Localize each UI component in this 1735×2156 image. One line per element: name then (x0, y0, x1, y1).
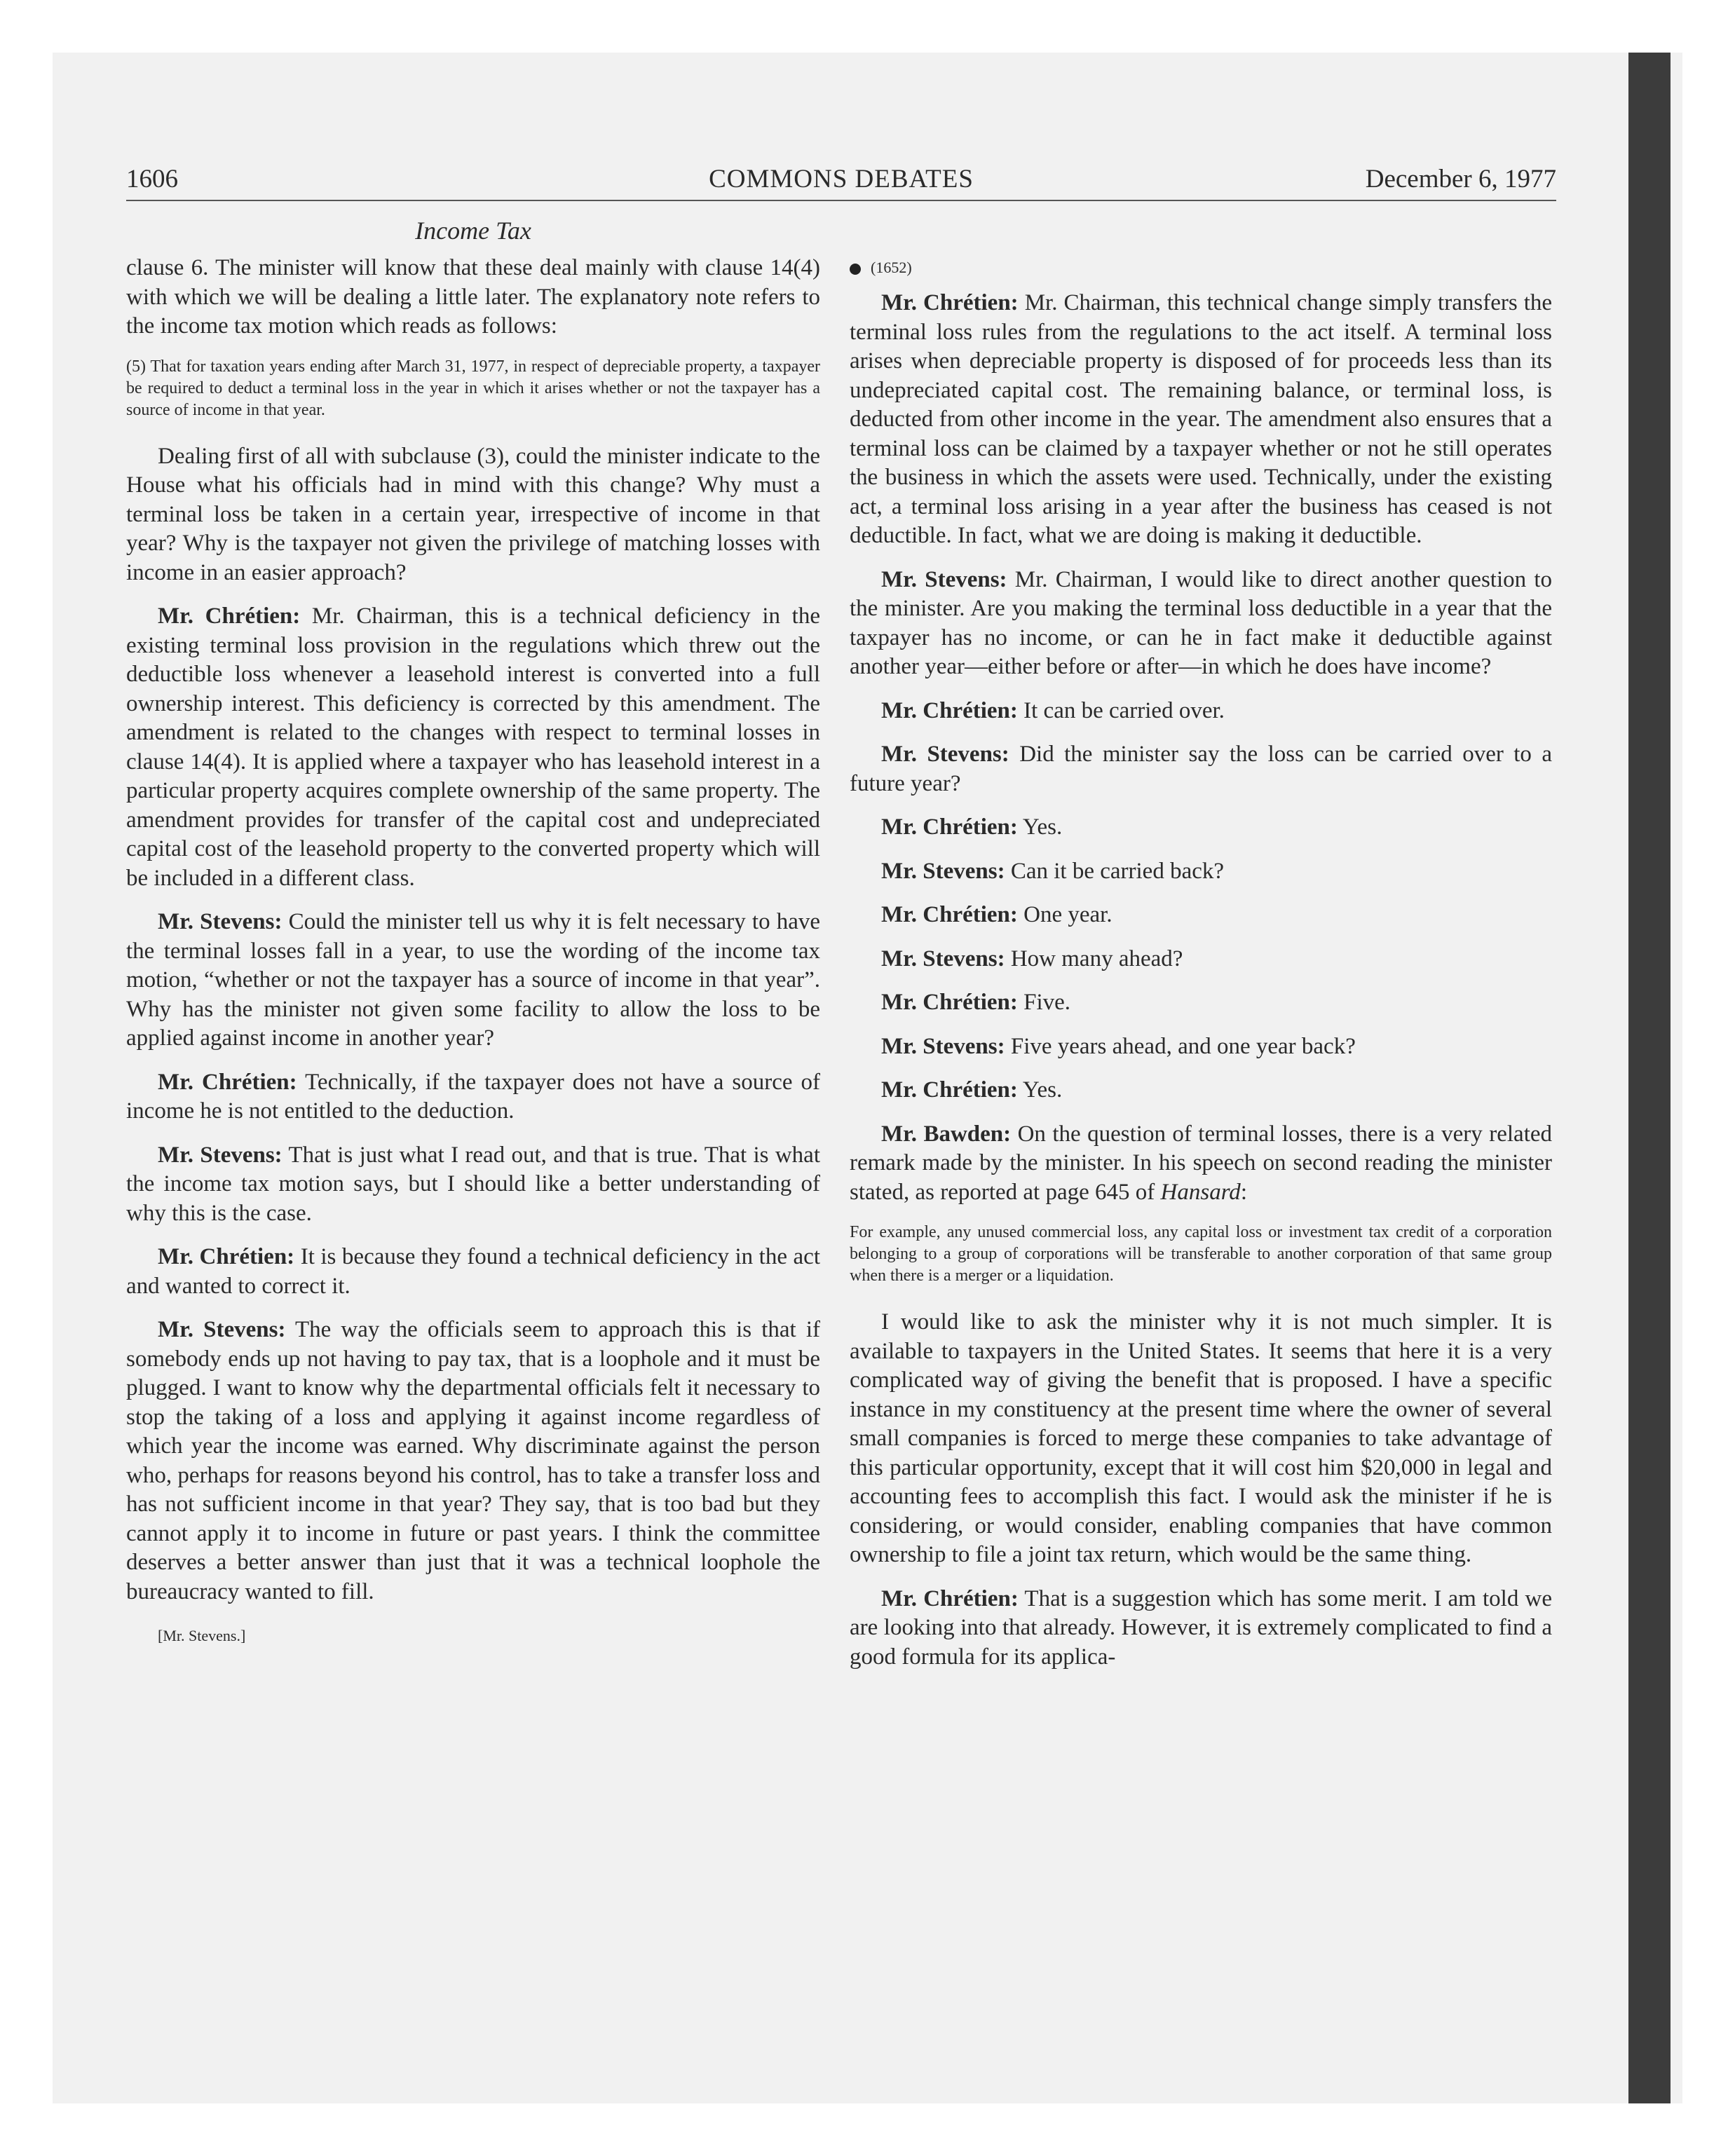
speech-text: Technically, if the taxpayer does not have a source of income he is not entitled to the deduction. (126, 1069, 821, 1124)
speaker-name: Mr. Chrétien: (881, 697, 1018, 723)
scan-edge-shadow (1628, 53, 1671, 2103)
speech-text: Did the minister say the loss can be carried over to a future year? (850, 742, 1553, 796)
speaker-name: Mr. Stevens: (881, 566, 1007, 592)
speech-text: Yes. (1022, 1077, 1063, 1103)
speech-text: Five. (1023, 990, 1071, 1015)
speaker-name: Mr. Stevens: (881, 858, 1005, 884)
speaker-name: Mr. Stevens: (881, 946, 1005, 971)
block-quote: (5) That for taxation years ending after March 31, 1977, in respect of depreciable property, a taxpayer be required to deduct a terminal loss in the year in which it arises whether or not the taxpayer has a source of income in that year. (126, 357, 820, 419)
speech (850, 945, 1552, 974)
speaker-name: Mr. Chrétien: (158, 1069, 297, 1095)
speaker-attribution: [Mr. Stevens.] (158, 1627, 246, 1644)
speech (850, 1120, 1552, 1208)
speech (126, 1243, 820, 1301)
speech (850, 1585, 1552, 1672)
speaker-name: Mr. Chrétien: (881, 1077, 1018, 1103)
source-title: Hansard (1160, 1179, 1241, 1205)
speech-text: Could the minister tell us why it is felt necessary to have the terminal losses fall in a year, to use the wording of the income tax motion, “whether or not the taxpayer has a source of income in that year”. Why has the minister not given some facility to allow the loss to be applied against income in another year? (126, 909, 820, 1051)
header-rule (126, 200, 1556, 201)
speaker-name: Mr. Stevens: (881, 742, 1009, 767)
speech (126, 1316, 820, 1606)
publication-title: COMMONS DEBATES (709, 165, 974, 193)
speech-text: Five years ahead, and one year back? (1010, 1033, 1356, 1059)
speech (850, 813, 1552, 842)
speech-text: Yes. (1022, 814, 1063, 840)
speech-text: How many ahead? (1010, 946, 1183, 971)
bullet-icon (850, 264, 861, 275)
speech-text: On the question of terminal losses, there is a very related remark made by the minister. In his speech on second reading the minister stated, as reported at page 645 of (850, 1121, 1553, 1205)
speaker-name: Mr. Chrétien: (881, 814, 1018, 840)
speech (850, 1076, 1552, 1105)
speech (126, 908, 820, 1053)
running-header (126, 160, 1556, 199)
paragraph: Dealing first of all with subclause (3), could the minister indicate to the House what his officials had in mind with this change? Why must a terminal loss be taken in a certain year, irrespective of income in that year? Why is the taxpayer not given the privilege of matching losses with income in an easier approach? (126, 443, 820, 585)
page-number: 1606 (126, 165, 178, 193)
speaker-name: Mr. Bawden: (881, 1121, 1012, 1147)
speech (850, 1032, 1552, 1062)
block-quote: For example, any unused commercial loss, any capital loss or investment tax credit of a corporation belonging to a group of corporations will be transferable to another corporation of that same group when there is a merger or a liquidation. (850, 1223, 1552, 1285)
time-marker-text: (1652) (871, 259, 912, 276)
speaker-name: Mr. Chrétien: (158, 1244, 295, 1269)
right-column (850, 254, 1552, 1686)
speech-text: Mr. Chairman, this is a technical deficiency in the existing terminal loss provision in the regulations which threw out the deductible loss whenever a leasehold interest is converted into a full ownership interest. This deficiency is corrected by this amendment. The amendment is related to the changes with respect to terminal losses in clause 14(4). It is applied where a taxpayer who has leasehold interest in a particular property acquires complete ownership of the same property. The amendment provides for transfer of the capital cost and undepreciated capital cost of the leasehold property to the converted property which will be included in a different class. (126, 603, 820, 891)
header-date: December 6, 1977 (1365, 165, 1556, 193)
speech-text: That is just what I read out, and that is true. That is what the income tax motion says, but I should like a better understanding of why this is the case. (126, 1142, 821, 1226)
speech-text: The way the officials seem to approach this is that if somebody ends up not having to pay tax, that is a loophole and it must be plugged. I want to know why the departmental officials felt it necessary to stop the taking of a loss and applying it against income regardless of which year the income was earned. Why discriminate against the person who, perhaps for reasons beyond his control, has to take a transfer loss and has not sufficient income in that year? They say, that is too bad but they cannot apply it to income in future or past years. I think the committee deserves a better answer than just that it was a technical loophole the bureaucracy wanted to fill. (126, 1317, 821, 1604)
speech-text: It is because they found a technical deficiency in the act and wanted to correct it. (126, 1244, 820, 1299)
speaker-name: Mr. Chrétien: (158, 603, 301, 629)
paragraph: clause 6. The minister will know that these deal mainly with clause 14(4) with which we will be dealing a little later. The explanatory note refers to the income tax motion which reads as follows: (126, 255, 820, 339)
left-column (126, 254, 820, 1665)
speech-text: Mr. Chairman, this technical change simply transfers the terminal loss rules from the regulations to the act itself. A terminal loss arises when depreciable property is disposed of for proceeds less than its undepreciated capital cost. The remaining balance, or terminal loss, is deducted from other income in the year. The amendment also ensures that a terminal loss can be claimed by a taxpayer whether or not he still operates the business in which the assets were used. Technically, under the existing act, a terminal loss arising in a year after the business has ceased is not deductible. In fact, what we are doing is making it deductible. (850, 290, 1553, 548)
speech (850, 988, 1552, 1018)
speech (126, 602, 820, 893)
speaker-name: Mr. Stevens: (158, 1317, 286, 1342)
speech-text: One year. (1023, 902, 1113, 927)
speaker-name: Mr. Chrétien: (881, 1585, 1019, 1611)
speech-text: Can it be carried back? (1010, 858, 1225, 884)
time-marker (850, 254, 1552, 282)
speech (850, 857, 1552, 887)
speech (850, 697, 1552, 726)
speaker-name: Mr. Chrétien: (881, 290, 1019, 315)
speaker-name: Mr. Stevens: (158, 1142, 283, 1168)
punctuation: : (1240, 1179, 1247, 1205)
speech (850, 289, 1552, 551)
speech (850, 740, 1552, 798)
speaker-name: Mr. Chrétien: (881, 902, 1018, 927)
speech-text: It can be carried over. (1023, 697, 1225, 723)
speaker-name: Mr. Chrétien: (881, 990, 1018, 1015)
speech (126, 1141, 820, 1229)
speech-text: That is a suggestion which has some merit. I am told we are looking into that already. However, it is extremely complicated to find a good formula for its applica- (850, 1585, 1553, 1670)
speaker-name: Mr. Stevens: (881, 1033, 1005, 1059)
speech (850, 566, 1552, 682)
speech (126, 1068, 820, 1126)
speech-text: Mr. Chairman, I would like to direct another question to the minister. Are you making the terminal loss deductible in a year that the taxpayer has no income, or can he in fact make it deductible against another year—either before or after—in which he does have income? (850, 566, 1552, 679)
speaker-name: Mr. Stevens: (158, 909, 283, 934)
paragraph: I would like to ask the minister why it is not much simpler. It is available to taxpayers in the United States. It seems that here it is a very complicated way of giving the benefit that is proposed. I have a specific instance in my constituency at the present time where the owner of several small companies is forced to merge these companies to take advantage of this particular opportunity, except that it will cost him $20,000 in legal and accounting fees to accomplish this fact. I would ask the minister if he is considering, or would consider, enabling companies that have common ownership to file a joint tax return, which would be the same thing. (850, 1309, 1552, 1567)
section-title: Income Tax (415, 217, 531, 245)
speech (850, 901, 1552, 930)
